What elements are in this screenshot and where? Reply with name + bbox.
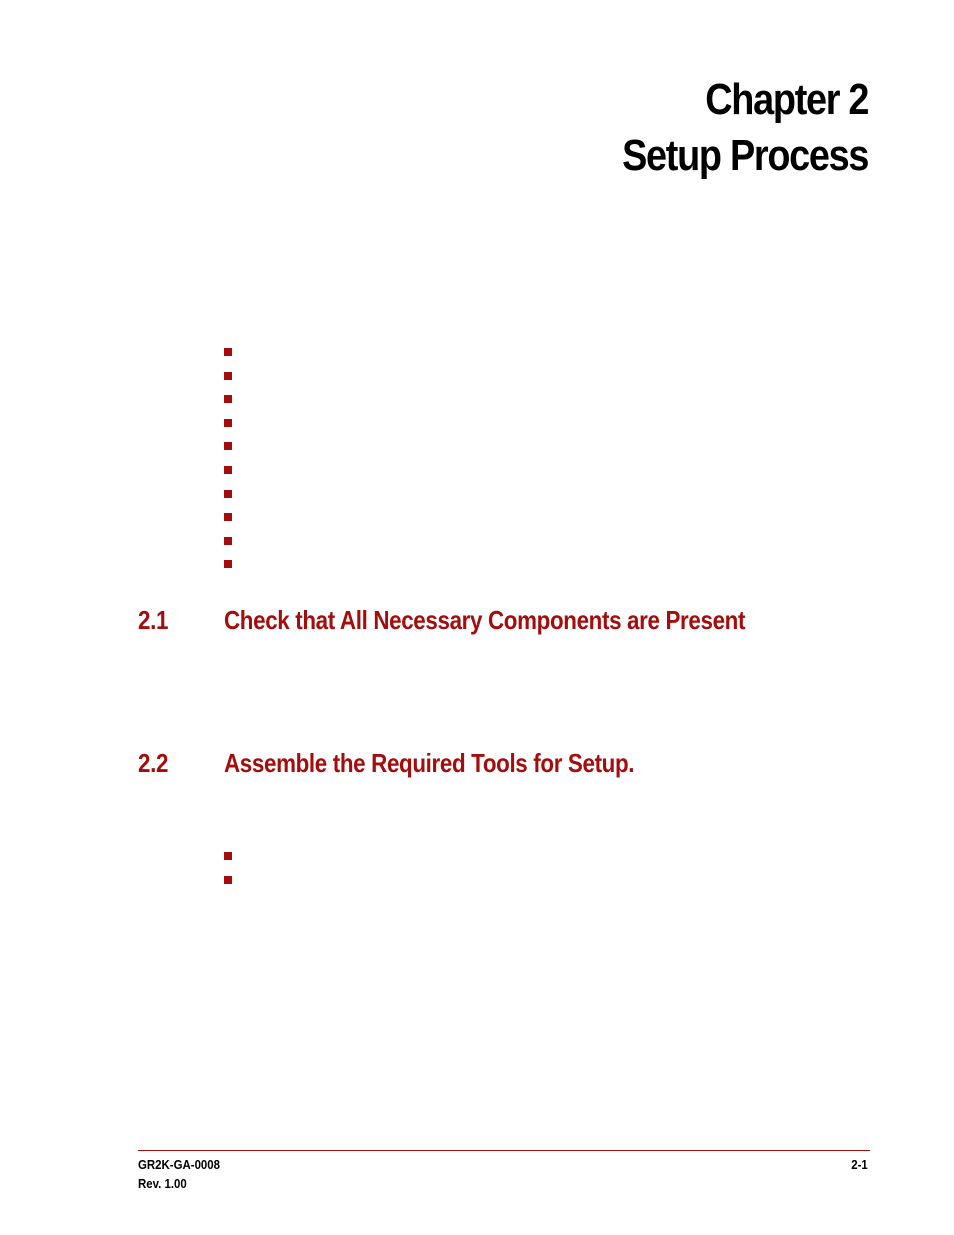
doc-revision: Rev. 1.00: [138, 1176, 187, 1191]
square-bullet-icon: [224, 395, 232, 403]
section-number: 2.2: [138, 748, 169, 778]
square-bullet-icon: [224, 513, 232, 521]
footer-doc-info: [138, 1155, 220, 1193]
section-heading-2-1: [138, 605, 745, 635]
chapter-number: Chapter 2: [705, 75, 868, 124]
square-bullet-icon: [224, 442, 232, 450]
square-bullet-icon: [224, 372, 232, 380]
square-bullet-icon: [224, 490, 232, 498]
square-bullet-icon: [224, 348, 232, 356]
footer-divider: [138, 1150, 870, 1151]
page-number: 2-1: [851, 1157, 868, 1172]
square-bullet-icon: [224, 419, 232, 427]
doc-id: GR2K-GA-0008: [138, 1157, 221, 1172]
chapter-name: Setup Process: [621, 131, 868, 180]
section-number: 2.1: [138, 605, 169, 635]
section-title: Assemble the Required Tools for Setup.: [224, 748, 635, 778]
square-bullet-icon: [224, 537, 232, 545]
square-bullet-icon: [224, 876, 232, 884]
square-bullet-icon: [224, 852, 232, 860]
section-title: Check that All Necessary Components are Present: [224, 605, 746, 635]
chapter-title: [622, 72, 868, 184]
square-bullet-icon: [224, 466, 232, 474]
section-heading-2-2: [138, 748, 634, 778]
square-bullet-icon: [224, 560, 232, 568]
